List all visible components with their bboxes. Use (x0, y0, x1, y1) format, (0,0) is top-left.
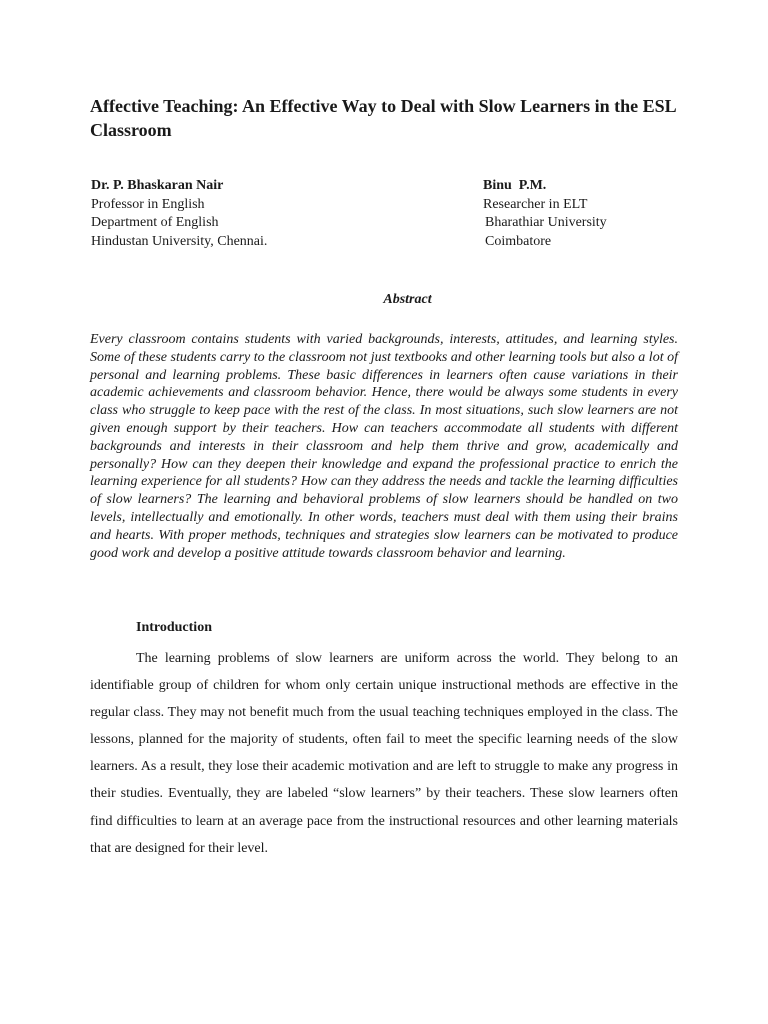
author-name: Binu P.M. (483, 178, 547, 193)
author-block-1 (91, 177, 267, 251)
author-block-2 (483, 177, 607, 251)
author-affiliation-line: Hindustan University, Chennai. (91, 233, 268, 249)
abstract-text: Every classroom contains students with varied backgrounds, interests, attitudes, and learning styles. Some of these students carry to the classroom not just textbooks and other learning tools but also a lot of personal and learning problems. These basic differences in learners often cause variations in their academic achievements and classroom behavior. Hence, there would be always some students in every class who struggle to keep pace with the rest of the class. In most situations, such slow learners are not given enough support by their teachers. How can teachers accommodate all students with different backgrounds and interests in their classroom and help them thrive and grow, academically and personally? How can they deepen their knowledge and expand the professional practice to enrich the learning experience for all students? How can they address the needs and tackle the learning difficulties of slow learners? The learning and behavioral problems of slow learners should be handled on two levels, intellectually and emotionally. In other words, teachers must deal with them using their brains and hearts. With proper methods, techniques and strategies slow learners can be motivated to produce good work and develop a positive attitude towards classroom behavior and learning. (90, 332, 678, 561)
introduction-text: The learning problems of slow learners are uniform across the world. They belong to an identifiable group of children for whom only certain unique instructional methods are effective in the regular class. They may not benefit much from the usual teaching techniques employed in the class. The lessons, planned for the majority of students, often fail to meet the specific learning needs of the slow learners. As a result, they lose their academic motivation and are left to struggle to make any progress in their studies. Eventually, they are labeled “slow learners” by their teachers. These slow learners often find difficulties to learn at an average pace from the instructional resources and other learning materials that are designed for their level. (90, 651, 678, 856)
author-affiliation-line: Researcher in ELT (483, 196, 588, 212)
introduction-heading: Introduction (136, 620, 212, 635)
author-name: Dr. P. Bhaskaran Nair (91, 178, 224, 193)
author-affiliation-line: Bharathiar University (485, 215, 607, 230)
author-affiliation-line: Professor in English (91, 196, 205, 212)
author-affiliation-line: Coimbatore (485, 233, 552, 249)
author-affiliation-line: Department of English (91, 215, 219, 230)
abstract-heading: Abstract (383, 292, 432, 307)
paper-title: Affective Teaching: An Effective Way to Deal with Slow Learners in the ESL Classroom (90, 96, 676, 140)
